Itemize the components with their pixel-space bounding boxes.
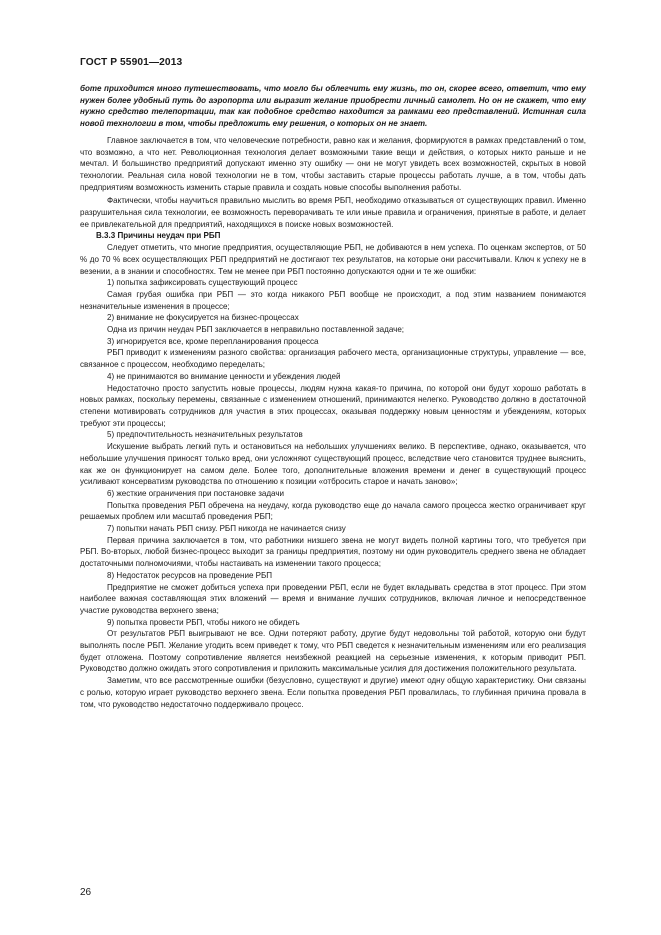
document-body (80, 83, 586, 710)
list-item-body: Недостаточно просто запустить новые процессы, людям нужна какая-то причина, по которой они будут хорошо работать в новых рамках, поскольку перемены, связанные с изменением отношений, принимаются нелегко. Руководство должно в достаточной степени мотивировать сотрудников для участия в этих процессах, оказывая поддержку новым ценностям и убеждениям, которых требуют эти процессы; (80, 383, 586, 428)
list-item-body: Одна из причин неудач РБП заключается в неправильно поставленной задаче; (107, 325, 405, 335)
list-item-title: 1) попытка зафиксировать существующий процесс (107, 278, 298, 288)
paragraph: Следует отметить, что многие предприятия, осуществляющие РБП, не добиваются в нем успеха. По оценкам экспертов, от 50 % до 70 % всех осуществляющих РБП предприятий не достигают тех результатов, на которые они рассчитывали. Ключ к успеху не в везении, а в знании и способностях. Тем не менее при РБП постоянно допускаются одни и те же ошибки: (80, 243, 586, 276)
page-number: 26 (80, 887, 92, 898)
paragraph: Фактически, чтобы научиться правильно мыслить во время РБП, необходимо отказываться от существующих правил. Именно разрушительная сила технологии, ее возможность переворачивать те или иные правила и ограничения, принятые в работе, и делает ее привлекательной для предприятий, находящихся в поиске новых возможностей. (80, 196, 586, 229)
paragraph: Заметим, что все рассмотренные ошибки (безусловно, существуют и другие) имеют одну общую характеристику. Они связаны с ролью, которую играет руководство верхнего звена. Если попытка проведения РБП провалилась, то глубинная причина провала в том, что руководство недостаточно поддерживало процесс. (80, 676, 586, 709)
list-item-body: РБП приводит к изменениям разного свойства: организация рабочего места, организационные структуры, управление — все, связанное с процессом, необходимо переделать; (80, 348, 586, 370)
list-item-title: 9) попытка провести РБП, чтобы никого не обидеть (107, 617, 300, 627)
list-item-title: 5) предпочтительность незначительных результатов (107, 430, 303, 440)
intro-paragraph: боте приходится много путешествовать, что могло бы облегчить ему жизнь, то он, скорее всего, ответит, что ему нужен более удобный путь до аэропорта или выразит желание приобрести личный самолет. Но он не скажет, что ему нужно средство телепортации, так как подобное средство находится за рамками его представлений. Истинная сила новой технологии в том, чтобы предложить ему решения, о которых он не знает. (80, 84, 586, 129)
list-item-title: 8) Недостаток ресурсов на проведение РБП (107, 570, 273, 580)
list-item-title: 2) внимание не фокусируется на бизнес-процессах (107, 313, 299, 323)
list-item-body: Искушение выбрать легкий путь и остановиться на небольших улучшениях велико. В перспективе, однако, оказывается, что небольшие улучшения приносят только вред, они усложняют существующий процесс, вследствие чего становится труднее выяснить, как же он функционирует на самом деле. Более того, дополнительные вложения времени и денег в существующий процесс усиливают консерватизм руководства по отношению к позиции «отбросить старое и начать заново»; (80, 442, 586, 487)
document-header: ГОСТ Р 55901—2013 (80, 57, 183, 68)
list-item-body: Предприятие не сможет добиться успеха при проведении РБП, если не будет вкладывать средства в этот процесс. При этом наиболее важная составляющая этих вложений — время и внимание лучших сотрудников, включая личное и непосредственное участие руководства верхнего звена; (80, 582, 586, 615)
paragraph: Главное заключается в том, что человеческие потребности, равно как и желания, формируются в рамках представлений о том, что возможно, а что нет. Революционная технология делает возможными такие вещи и действия, о которых никто раньше и не мечтал. И большинство предприятий допускают именно эту ошибку — они не могут увидеть всех возможностей, скрытых в новой технологии. Реальная сила новой технологии не в том, чтобы заставить старые процессы работать лучше, а в том, чтобы дать предприятиям возможность изменить старые правила и создать новые способы выполнения работы. (80, 135, 586, 192)
list-item-title: 4) не принимаются во внимание ценности и убеждения людей (107, 371, 341, 381)
list-item-title: 6) жесткие ограничения при постановке задачи (107, 488, 285, 498)
list-item-body: Самая грубая ошибка при РБП — это когда никакого РБП вообще не происходит, а под этим названием понимаются незначительные изменения в процессе; (80, 289, 586, 311)
section-heading: В.3.3 Причины неудач при РБП (96, 231, 221, 241)
list-item-title: 3) игнорируется все, кроме перепланирования процесса (107, 336, 319, 346)
list-item-body: От результатов РБП выигрывают не все. Одни потеряют работу, другие будут недовольны той работой, которую они будут выполнять после РБП. Желание угодить всем приведет к тому, что РБП сведется к незначительным изменениям или его реализация будет отложена. Поэтому сопротивление является неизбежной реакцией на серьезные изменения, к которым приводит РБП. Руководство должно ожидать этого сопротивления и приложить максимальные усилия для достижения положительного результата. (80, 629, 586, 674)
list-item-body: Первая причина заключается в том, что работники низшего звена не могут видеть полной картины того, что требуется при РБП. Во-вторых, любой бизнес-процесс выходит за границы предприятия, поэтому ни один руководитель среднего звена не обладает достаточными полномочиями, чтобы настаивать на изменении такого процесса; (80, 535, 586, 569)
list-item-title: 7) попытки начать РБП снизу. РБП никогда не начинается снизу (107, 524, 346, 534)
list-item-body: Попытка проведения РБП обречена на неудачу, когда руководство еще до начала самого процесса жестко ограничивает круг решаемых проблем или масштаб проведения РБП; (80, 500, 586, 522)
document-page (80, 57, 586, 710)
